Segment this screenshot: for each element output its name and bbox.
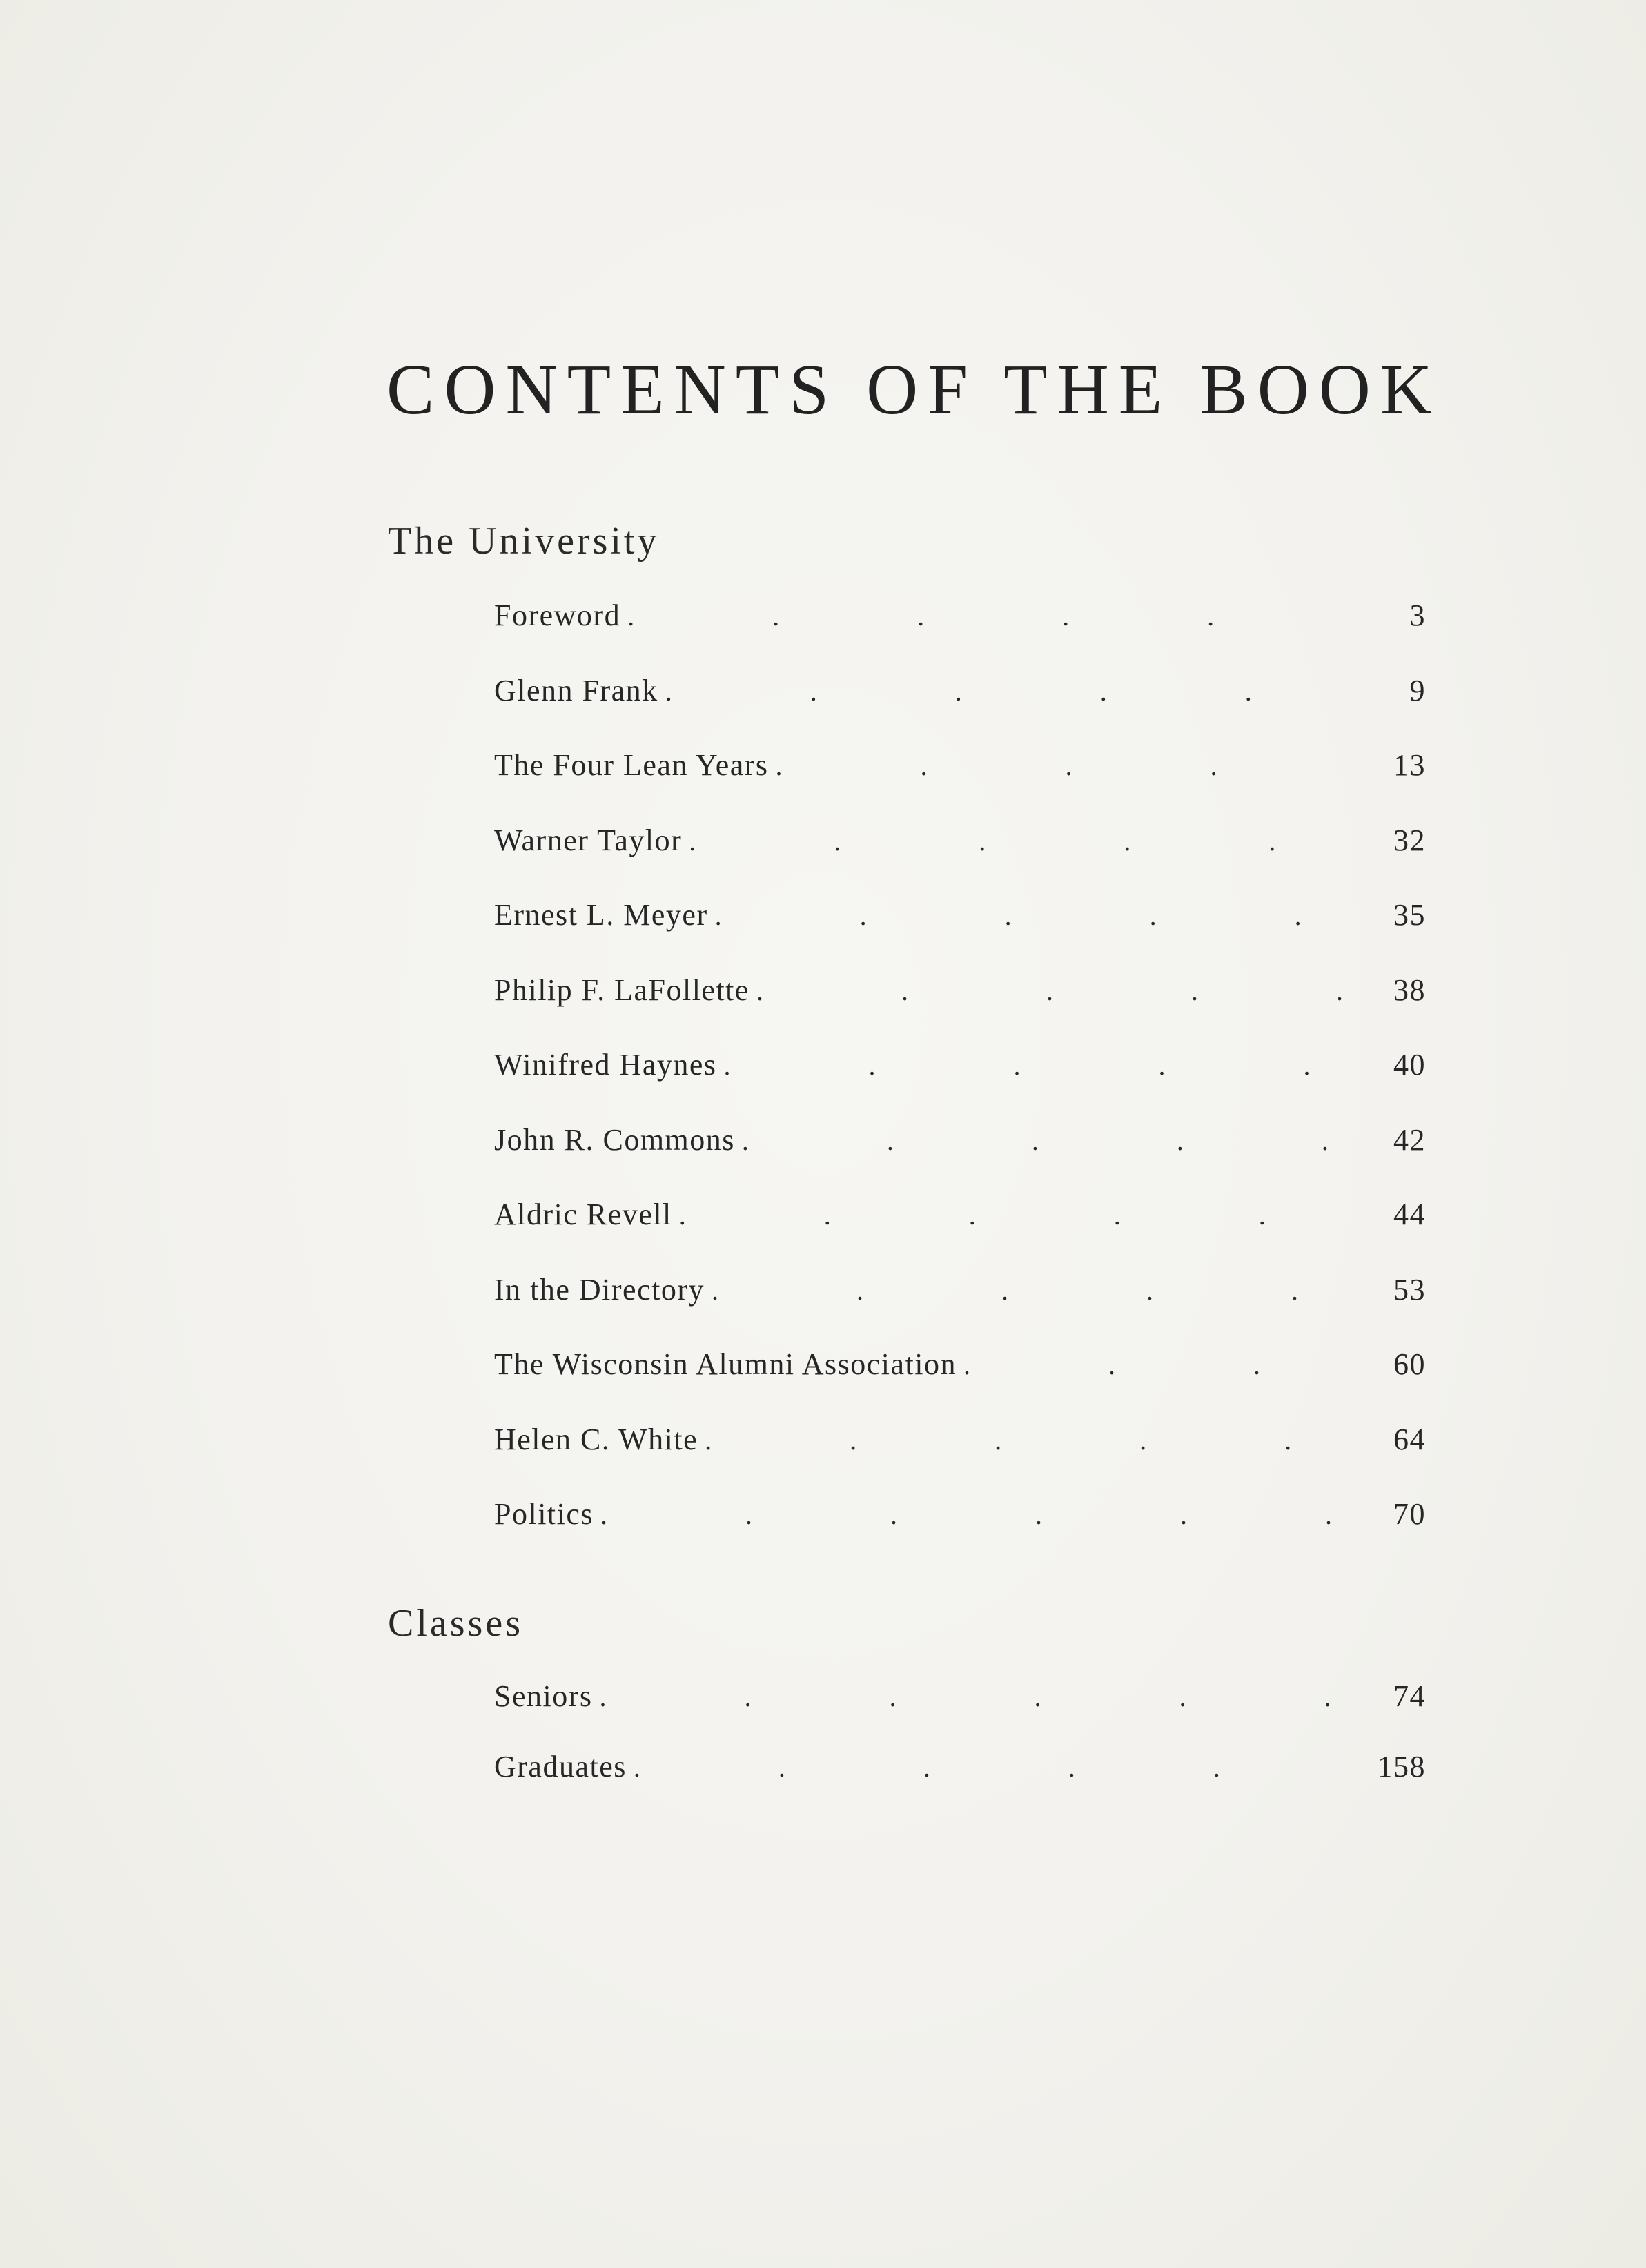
section-heading-university: The University — [388, 520, 660, 563]
dot-leader — [756, 972, 1347, 1008]
toc-entry-title: The Wisconsin Alumni Association — [494, 1347, 957, 1381]
toc-entry-page: 74 — [1393, 1679, 1426, 1713]
toc-entry-title: The Four Lean Years — [494, 748, 769, 782]
toc-entry-title: John R. Commons — [494, 1122, 735, 1157]
toc-entry-page: 44 — [1393, 1197, 1426, 1231]
page-title: CONTENTS OF THE BOOK — [386, 350, 1442, 429]
toc-entry-title: In the Directory — [494, 1272, 705, 1307]
toc-list-classes — [494, 1679, 1426, 1819]
toc-entry-page: 64 — [1393, 1422, 1426, 1456]
toc-entry[interactable] — [494, 1347, 1426, 1422]
toc-entry-page: 13 — [1393, 748, 1426, 782]
toc-entry-page: 42 — [1393, 1122, 1426, 1157]
dot-leader — [776, 747, 1347, 783]
toc-entry[interactable] — [494, 598, 1426, 673]
dot-leader — [742, 1122, 1347, 1157]
dot-leader — [963, 1347, 1347, 1382]
toc-entry-page: 70 — [1393, 1497, 1426, 1531]
toc-entry-title: Winifred Haynes — [494, 1048, 717, 1082]
toc-entry-page: 3 — [1409, 598, 1426, 632]
toc-entry[interactable] — [494, 747, 1426, 823]
toc-entry[interactable] — [494, 823, 1426, 898]
toc-entry[interactable] — [494, 1749, 1426, 1819]
toc-entry-title: Seniors — [494, 1679, 593, 1713]
toc-entry[interactable] — [494, 897, 1426, 972]
toc-entry[interactable] — [494, 972, 1426, 1048]
toc-entry-title: Warner Taylor — [494, 823, 683, 857]
toc-entry-page: 60 — [1393, 1347, 1426, 1381]
toc-entry-page: 9 — [1409, 673, 1426, 707]
toc-entry-title: Helen C. White — [494, 1422, 698, 1456]
section-heading-classes: Classes — [388, 1602, 523, 1645]
dot-leader — [634, 1749, 1347, 1784]
toc-entry-page: 40 — [1393, 1048, 1426, 1082]
toc-entry-page: 38 — [1393, 972, 1426, 1007]
toc-entry-page: 53 — [1393, 1272, 1426, 1307]
dot-leader — [705, 1422, 1347, 1457]
toc-entry-title: Aldric Revell — [494, 1197, 672, 1231]
dot-leader — [724, 1047, 1347, 1082]
dot-leader — [627, 598, 1347, 633]
dot-leader — [600, 1679, 1348, 1714]
toc-entry-title: Politics — [494, 1497, 594, 1531]
toc-entry-title: Glenn Frank — [494, 673, 658, 707]
dot-leader — [679, 1197, 1347, 1232]
toc-entry-page: 158 — [1377, 1750, 1426, 1783]
toc-list-university — [494, 598, 1426, 1572]
toc-entry[interactable] — [494, 1496, 1426, 1572]
dot-leader — [715, 897, 1347, 932]
toc-entry[interactable] — [494, 1122, 1426, 1197]
toc-entry[interactable] — [494, 1679, 1426, 1749]
toc-entry[interactable] — [494, 673, 1426, 748]
toc-entry[interactable] — [494, 1272, 1426, 1347]
dot-leader — [600, 1496, 1347, 1532]
toc-entry-page: 32 — [1393, 823, 1426, 857]
dot-leader — [665, 673, 1347, 708]
dot-leader — [712, 1272, 1347, 1307]
dot-leader — [689, 823, 1347, 858]
toc-entry[interactable] — [494, 1197, 1426, 1272]
toc-entry-title: Ernest L. Meyer — [494, 898, 708, 932]
toc-entry[interactable] — [494, 1422, 1426, 1497]
toc-entry[interactable] — [494, 1047, 1426, 1122]
toc-entry-title: Graduates — [494, 1750, 627, 1783]
toc-entry-title: Foreword — [494, 598, 621, 632]
toc-entry-title: Philip F. LaFollette — [494, 972, 749, 1007]
toc-entry-page: 35 — [1393, 898, 1426, 932]
